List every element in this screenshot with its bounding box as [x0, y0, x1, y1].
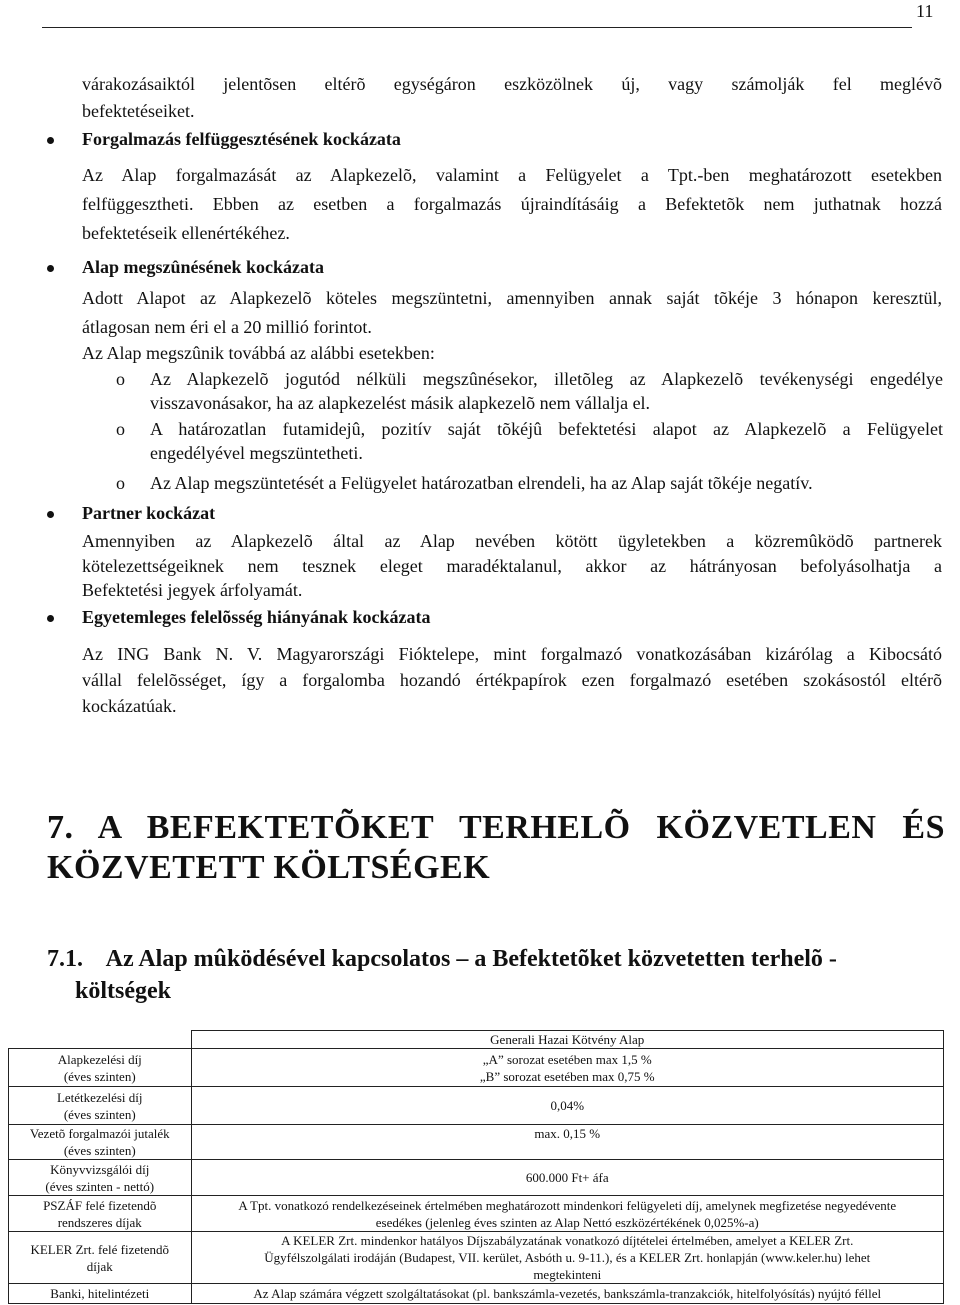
list-marker: o	[116, 473, 125, 493]
list-marker: o	[116, 419, 125, 439]
table-row	[9, 1087, 944, 1125]
fee-value-line: A KELER Zrt. mindenkor hatályos Díjszabályzatának vonatkozó díjtételei értelmében, amelyet a KELER Zrt.	[281, 1233, 854, 1248]
risk-liability-line-1: Az ING Bank N. V. Magyarországi Fióktelepe, mint forgalmazó vonatkozásában kizárólag a Kibocsátó	[82, 644, 942, 664]
bullet-icon	[47, 604, 54, 632]
fee-label: Letétkezelési díj	[56, 1089, 143, 1105]
risk-termination-line-3: Az Alap megszûnik továbbá az alábbi esetekben:	[82, 343, 435, 363]
table-row	[9, 1284, 944, 1304]
risk-termination-line-2: átlagosan nem éri el a 20 millió forintot.	[82, 317, 372, 337]
termination-case-2-line-2: engedélyével megszüntetheti.	[150, 443, 363, 463]
fee-value-line: megtekinteni	[533, 1267, 602, 1282]
risk-suspension-line-3: befektetéseik ellenértékéhez.	[82, 223, 290, 243]
risk-partner-title: Partner kockázat	[82, 503, 216, 523]
fee-period: (éves szinten)	[63, 1143, 136, 1158]
fee-label-cell	[9, 1232, 192, 1284]
table-row	[9, 1196, 944, 1232]
fee-value-line: Ügyfélszolgálati irodáján (Budapest, VII. kerület, Asbóth u. 9-11.), és a KELER Zrt. honlapján (www.keler.hu) lehet	[264, 1250, 871, 1265]
risk-suspension-line-2: felfüggesztheti. Ebben az esetben a forgalmazás újraindításáig a Befektetõk nem juthatnak hozzá	[82, 194, 942, 214]
section-7-heading-line-2: KÖZVETETT KÖLTSÉGEK	[47, 849, 491, 886]
bullet-icon	[47, 500, 54, 528]
intro-line-1: várakozásaiktól jelentõsen eltérõ egységáron eszközölnek új, vagy számolják fel meglévõ	[82, 74, 942, 94]
fee-label: KELER Zrt. felé fizetendõ	[30, 1241, 170, 1257]
section-7-1-heading-line-1: 7.1. Az Alap mûködésével kapcsolatos – a Befektetõket közvetetten terhelõ -	[47, 946, 837, 972]
termination-case-3-line-1: Az Alap megszüntetését a Felügyelet határozatban elrendeli, ha az Alap saját tõkéje negatív.	[150, 473, 813, 493]
table-row	[9, 1232, 944, 1284]
fee-label-cell	[9, 1284, 192, 1304]
fee-label: Alapkezelési díj	[57, 1051, 142, 1067]
list-marker: o	[116, 369, 125, 389]
risk-termination-title: Alap megszûnésének kockázata	[82, 257, 324, 277]
fee-label-cell	[9, 1049, 192, 1087]
risk-suspension-title: Forgalmazás felfüggesztésének kockázata	[82, 129, 401, 149]
fee-label: Könyvvizsgálói díj	[50, 1161, 150, 1177]
termination-case-1-line-2: visszavonásakor, ha az alapkezelést másik alapkezelõ nem vállalja el.	[150, 393, 651, 413]
fee-value-line: „B” sorozat esetében max 0,75 %	[479, 1068, 655, 1084]
fee-period: (éves szinten)	[63, 1068, 136, 1084]
section-7-1-heading-line-2: költségek	[75, 978, 171, 1004]
table-row	[9, 1049, 944, 1087]
termination-case-2-line-1: A határozatlan futamidejû, pozitív saját tõkéjû befektetési alapot az Alapkezelõ a Felügyelet	[150, 419, 943, 439]
header-rule	[42, 27, 912, 28]
risk-liability-line-2: vállal felelõsséget, így a forgalomba hozandó értékpapírok ezen forgalmazó esetében szokásostól eltérõ	[82, 670, 942, 690]
table-header-fund: Generali Hazai Kötvény Alap	[191, 1031, 944, 1049]
fee-value-cell: 600.000 Ft+ áfa	[191, 1160, 944, 1196]
fees-table	[8, 1030, 944, 1304]
fee-label-cell	[9, 1087, 192, 1125]
fee-label: Banki, hitelintézeti	[50, 1286, 150, 1301]
fee-label: Vezetõ forgalmazói jutalék	[29, 1126, 170, 1141]
fee-value-cell: max. 0,15 %	[191, 1125, 944, 1160]
table-row	[9, 1125, 944, 1160]
fee-period: rendszeres díjak	[57, 1214, 142, 1230]
risk-termination-line-1: Adott Alapot az Alapkezelõ köteles megszüntetni, amennyiben annak saját tõkéje 3 hónapon keresztül,	[82, 288, 942, 308]
table-row	[9, 1031, 944, 1049]
fee-value-cell	[191, 1232, 944, 1284]
bullet-icon	[47, 254, 54, 282]
risk-partner-line-1: Amennyiben az Alapkezelõ által az Alap nevében kötött ügyletekben a közremûködõ partnerek	[82, 531, 942, 551]
fee-value-cell: Az Alap számára végzett szolgáltatásokat (pl. bankszámla-vezetés, bankszámla-tranzakciók, hitelfolyósítás) nyújtó féllel	[191, 1284, 944, 1304]
table-row	[9, 1160, 944, 1196]
fee-value-cell: 0,04%	[191, 1087, 944, 1125]
fee-period: (éves szinten)	[63, 1106, 136, 1122]
fee-label: PSZÁF felé fizetendõ	[43, 1197, 157, 1213]
page-number: 11	[916, 1, 934, 21]
fee-value-cell	[191, 1049, 944, 1087]
section-7-heading-line-1: 7. A BEFEKTETÕKET TERHELÕ KÖZVETLEN ÉS	[47, 809, 945, 846]
risk-partner-line-2: kötelezettségeiknek nem tesznek eleget maradéktalanul, akkor az hátrányosan befolyásolhatja a	[82, 556, 942, 576]
fee-value-cell	[191, 1196, 944, 1232]
risk-liability-line-3: kockázatúak.	[82, 696, 177, 716]
fee-period: díjak	[86, 1258, 113, 1274]
intro-line-2: befektetéseiket.	[82, 101, 195, 121]
fee-label-cell	[9, 1196, 192, 1232]
risk-partner-line-3: Befektetési jegyek árfolyamát.	[82, 580, 303, 600]
fee-label-cell	[9, 1125, 192, 1160]
fee-value-line: A Tpt. vonatkozó rendelkezéseinek értelmében meghatározott mindenkori felügyeleti díj, amelynek megfizetése negyedévente	[238, 1197, 897, 1213]
fee-period: (éves szinten - nettó)	[45, 1178, 155, 1194]
bullet-icon	[47, 126, 54, 154]
termination-case-1-line-1: Az Alapkezelõ jogutód nélküli megszûnésekor, illetõleg az Alapkezelõ tevékenységi engedélye	[150, 369, 943, 389]
fee-label-cell	[9, 1160, 192, 1196]
fee-value-line: „A” sorozat esetében max 1,5 %	[482, 1051, 652, 1067]
table-cell-empty	[9, 1031, 192, 1049]
fee-value-line: esedékes (jelenleg éves szinten az Alap Nettó eszközértékének 0,025%-a)	[375, 1214, 759, 1230]
risk-liability-title: Egyetemleges felelõsség hiányának kockázata	[82, 607, 431, 627]
risk-suspension-line-1: Az Alap forgalmazását az Alapkezelõ, valamint a Felügyelet a Tpt.-ben meghatározott esetekben	[82, 165, 942, 185]
